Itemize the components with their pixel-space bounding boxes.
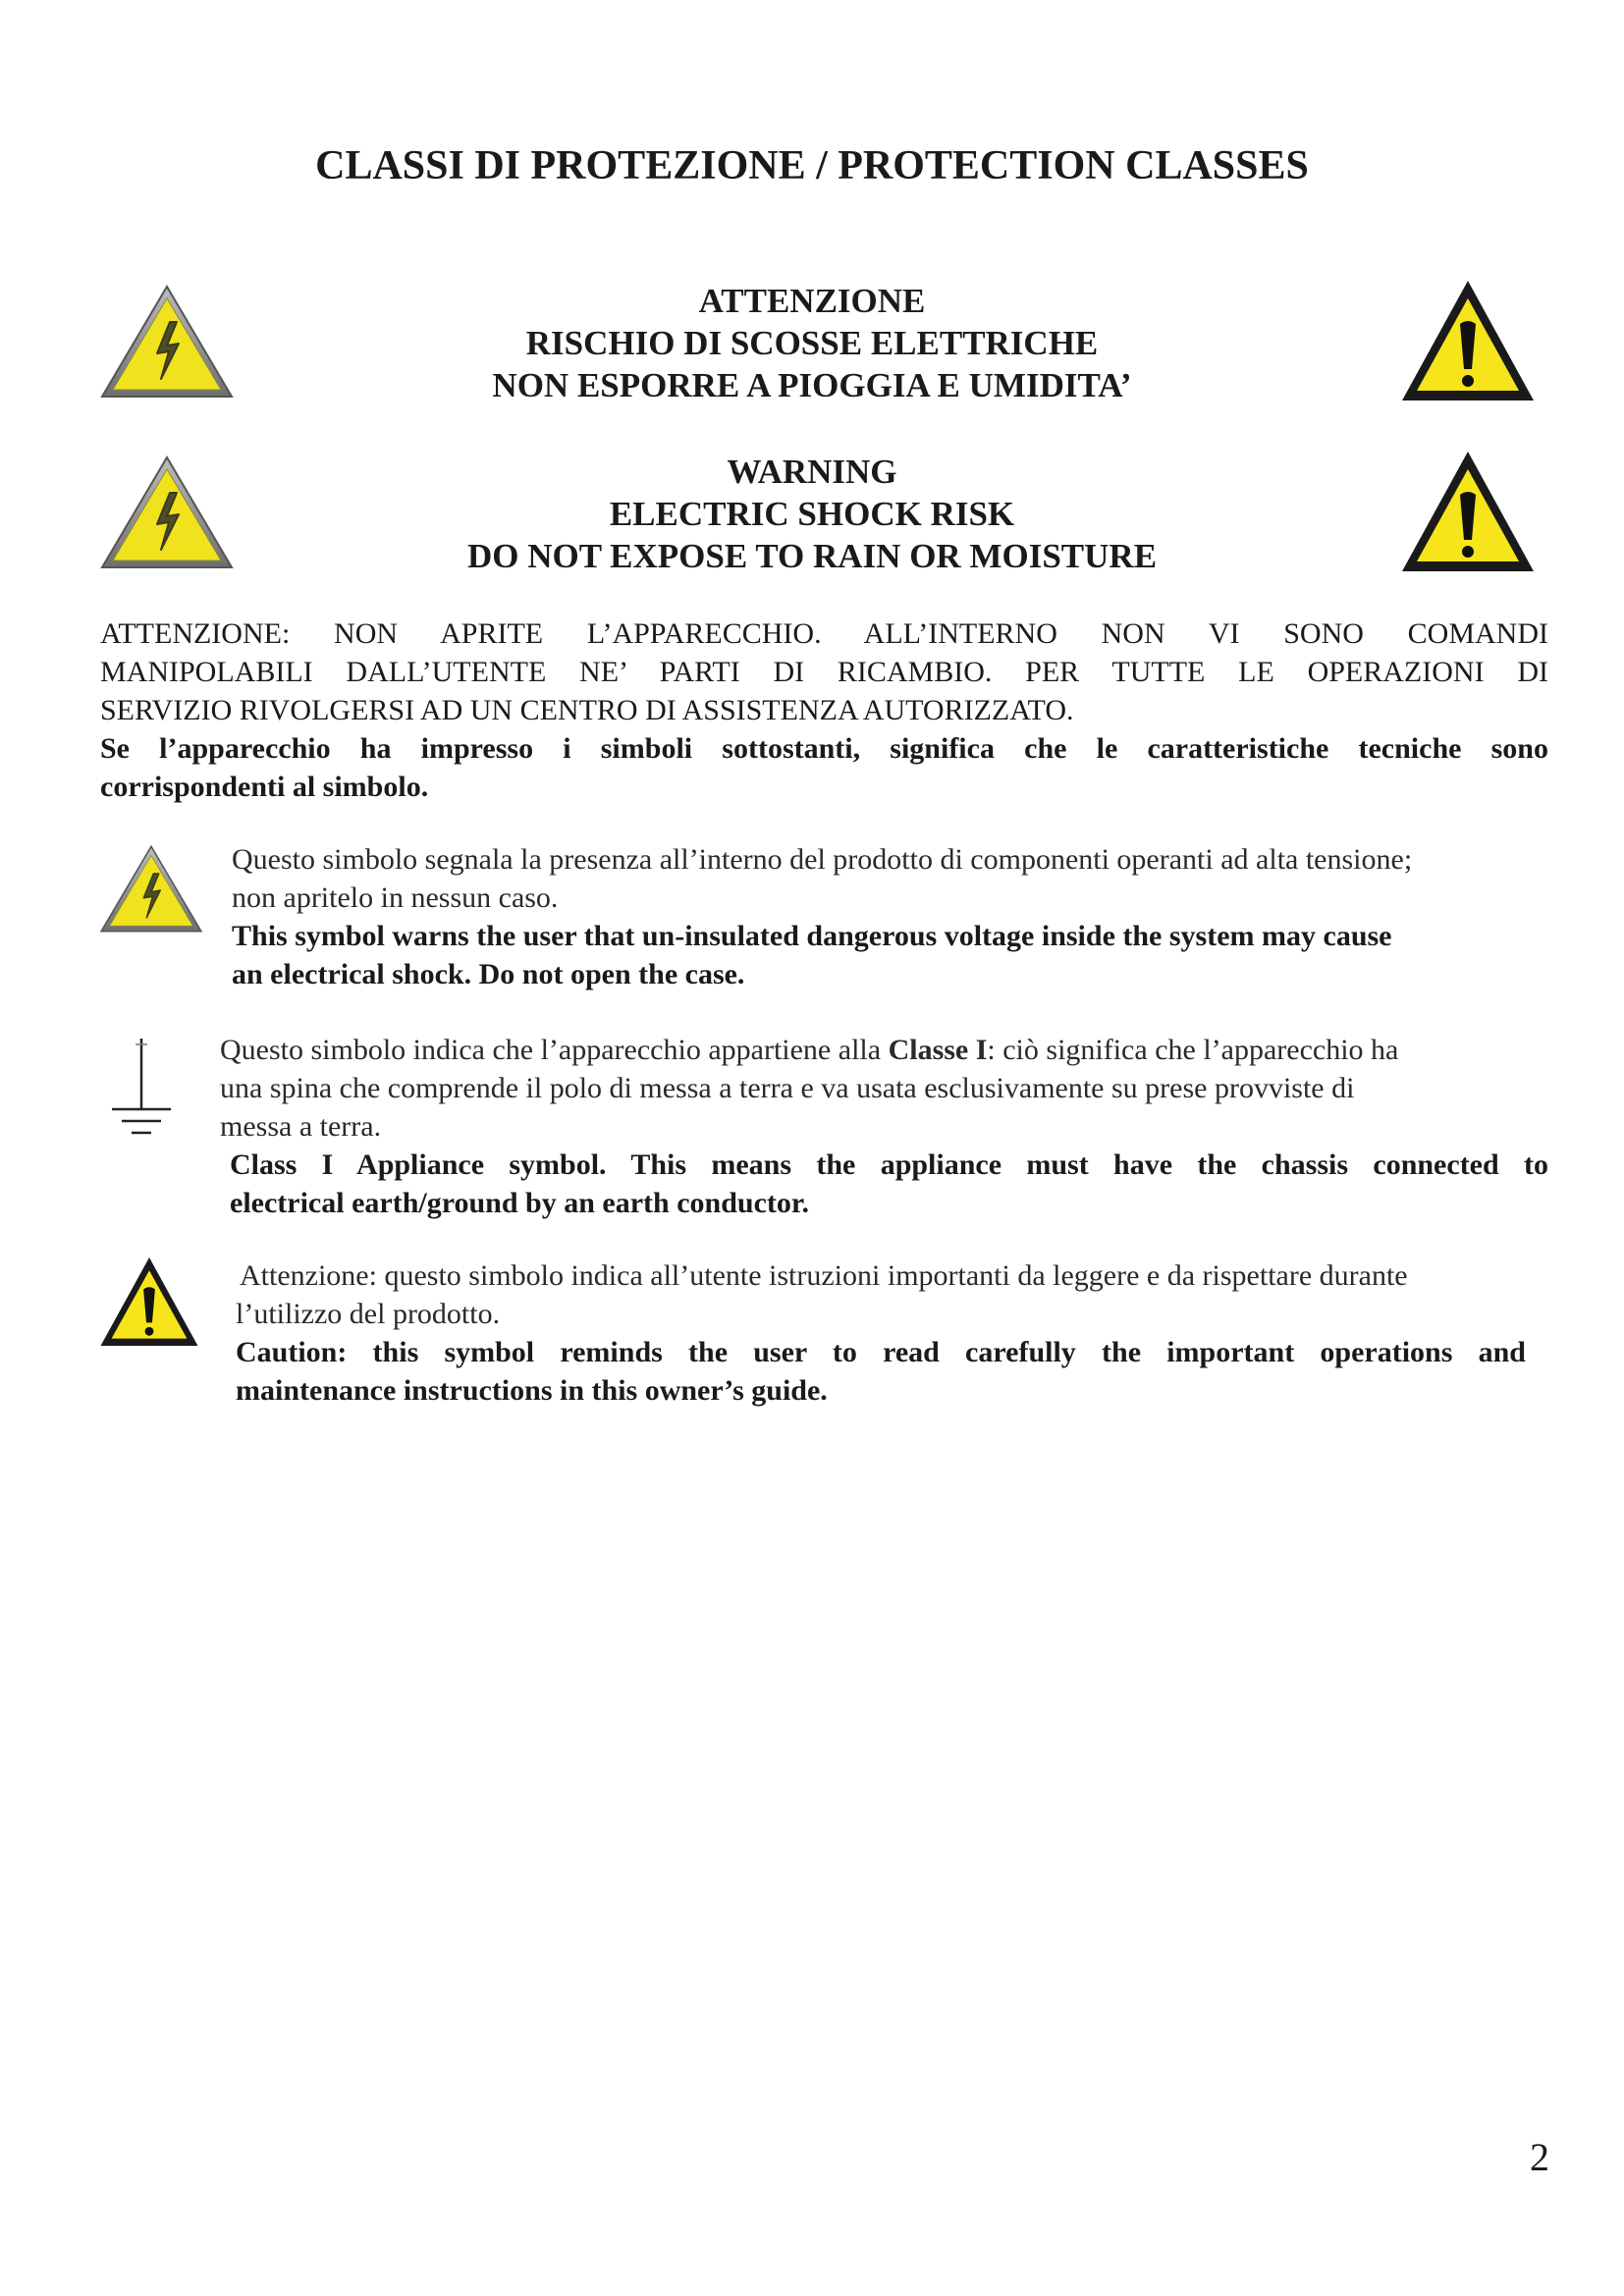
class-label: Classe I (888, 1034, 988, 1066)
description-italian (220, 1031, 1548, 1069)
notice-line: ATTENZIONE: NON APRITE L’APPARECCHIO. ALL’INTERNO NON VI SONO COMANDI (100, 617, 1548, 650)
description-italian: Questo simbolo segnala la presenza all’interno del prodotto di componenti operanti ad alta tensione; (232, 843, 1413, 876)
high-voltage-warning-icon (98, 454, 236, 571)
description-italian: una spina che comprende il polo di messa a terra e va usata esclusivamente su prese provviste di (220, 1072, 1355, 1104)
warning-line: RISCHIO DI SCOSSE ELETTRICHE (525, 324, 1099, 362)
description-italian: messa a terra. (220, 1110, 382, 1143)
description-italian: Attenzione: questo simbolo indica all’utente istruzioni importanti da leggere e da rispettare durante (240, 1259, 1408, 1292)
page-title: CLASSI DI PROTEZIONE / PROTECTION CLASSES (315, 143, 1309, 188)
description-italian: non apritelo in nessun caso. (232, 881, 559, 914)
voltage-symbol-description (232, 840, 1547, 993)
description-english: electrical earth/ground by an earth conductor. (230, 1187, 809, 1219)
high-voltage-warning-icon (98, 842, 204, 935)
description-english: maintenance instructions in this owner’s guide. (236, 1374, 828, 1407)
description-english: Class I Appliance symbol. This means the appliance must have the chassis connected to (230, 1148, 1548, 1181)
notice-bold-line: Se l’apparecchio ha impresso i simboli sottostanti, significa che le caratteristiche tecniche sono (100, 732, 1548, 765)
ground-earth-icon (102, 1031, 181, 1148)
description-italian: l’utilizzo del prodotto. (236, 1298, 501, 1330)
exclamation-warning-icon (1399, 277, 1537, 404)
description-english: This symbol warns the user that un-insulated dangerous voltage inside the system may cause (232, 920, 1392, 952)
description-english: an electrical shock. Do not open the case. (232, 958, 745, 990)
exclamation-warning-icon (98, 1255, 200, 1349)
service-notice (100, 614, 1548, 806)
caution-symbol-description (236, 1256, 1547, 1410)
warning-heading: WARNING (727, 453, 897, 491)
description-english: Caution: this symbol reminds the user to read carefully the important operations and (236, 1336, 1526, 1368)
warning-line: ELECTRIC SHOCK RISK (609, 495, 1015, 533)
description-text: : ciò significa che l’apparecchio ha (987, 1034, 1399, 1066)
description-text: Questo simbolo indica che l’apparecchio appartiene alla (220, 1034, 889, 1066)
exclamation-warning-icon (1399, 448, 1537, 575)
notice-bold-line: corrispondenti al simbolo. (100, 771, 429, 803)
warning-block-english (236, 451, 1388, 577)
warning-heading: ATTENZIONE (698, 282, 926, 320)
page-number: 2 (1530, 2135, 1549, 2179)
notice-line: MANIPOLABILI DALL’UTENTE NE’ PARTI DI RICAMBIO. PER TUTTE LE OPERAZIONI DI (100, 656, 1548, 688)
warning-line: DO NOT EXPOSE TO RAIN OR MOISTURE (466, 537, 1158, 575)
class1-symbol-description (220, 1031, 1548, 1222)
warning-line: NON ESPORRE A PIOGGIA E UMIDITA’ (492, 366, 1132, 404)
high-voltage-warning-icon (98, 283, 236, 400)
notice-line: SERVIZIO RIVOLGERSI AD UN CENTRO DI ASSISTENZA AUTORIZZATO. (100, 694, 1074, 726)
warning-block-italian (236, 280, 1388, 406)
